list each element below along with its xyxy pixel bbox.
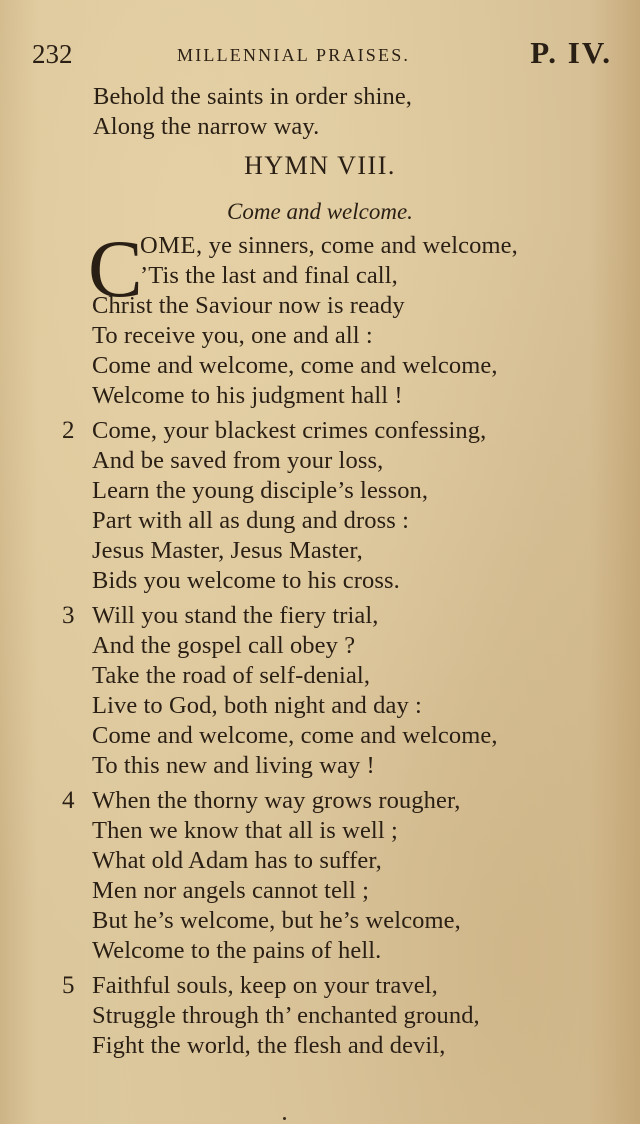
verse-line: What old Adam has to suffer,	[92, 847, 382, 874]
part-label: P. IV.	[530, 35, 612, 70]
verse-line: Men nor angels cannot tell ;	[92, 877, 369, 904]
verse-line: To receive you, one and all :	[92, 322, 373, 349]
verse-number: 4	[62, 787, 75, 814]
drop-cap: C	[88, 223, 143, 314]
verse-line: Jesus Master, Jesus Master,	[92, 537, 363, 564]
verse-number: 3	[62, 602, 75, 629]
verse-1-line-1	[140, 231, 518, 261]
hymn-title: HYMN VIII.	[244, 151, 396, 180]
verse-line: ’Tis the last and final call,	[140, 262, 398, 289]
verse-number: 5	[62, 972, 75, 999]
verse-line: But he’s welcome, but he’s welcome,	[92, 907, 461, 934]
verse-line: Welcome to his judgment hall !	[92, 382, 403, 409]
verse-line: Bids you welcome to his cross.	[92, 567, 400, 594]
verse-line: Learn the young disciple’s lesson,	[92, 477, 429, 504]
running-head	[32, 35, 612, 78]
verse-line: Come and welcome, come and welcome,	[92, 352, 498, 379]
verse-line: Faithful souls, keep on your travel,	[92, 972, 438, 999]
verse-line: Come, your blackest crimes confessing,	[92, 417, 487, 444]
verse-line: And the gospel call obey ?	[92, 632, 356, 659]
verse-line: Struggle through th’ enchanted ground,	[92, 1002, 480, 1029]
page-number: 232	[32, 39, 73, 69]
verse-line: To this new and living way !	[92, 752, 375, 779]
verse-line: Part with all as dung and dross :	[92, 507, 410, 534]
continuation-line: Behold the saints in order shine,	[93, 83, 413, 110]
continuation-line: Along the narrow way.	[93, 113, 320, 140]
verse-line: Fight the world, the flesh and devil,	[92, 1032, 446, 1059]
verse-line: And be saved from your loss,	[92, 447, 384, 474]
verse-line-text: ye sinners, come and welcome,	[202, 232, 518, 259]
verse-line: Take the road of self-denial,	[92, 662, 371, 689]
verse-line: When the thorny way grows rougher,	[92, 787, 461, 814]
verse-line: Come and welcome, come and welcome,	[92, 722, 498, 749]
verse-line: Live to God, both night and day :	[92, 692, 422, 719]
verse-line: Christ the Saviour now is ready	[92, 292, 405, 319]
verse-line: Welcome to the pains of hell.	[92, 937, 382, 964]
ink-speck	[283, 1117, 286, 1120]
verse-number: 2	[62, 417, 75, 444]
first-word: OME,	[140, 232, 203, 259]
running-title: MILLENNIAL PRAISES.	[177, 45, 411, 65]
hymn-subtitle: Come and welcome.	[227, 199, 413, 224]
verse-line: Then we know that all is well ;	[92, 817, 398, 844]
verse-line: Will you stand the fiery trial,	[92, 602, 379, 629]
